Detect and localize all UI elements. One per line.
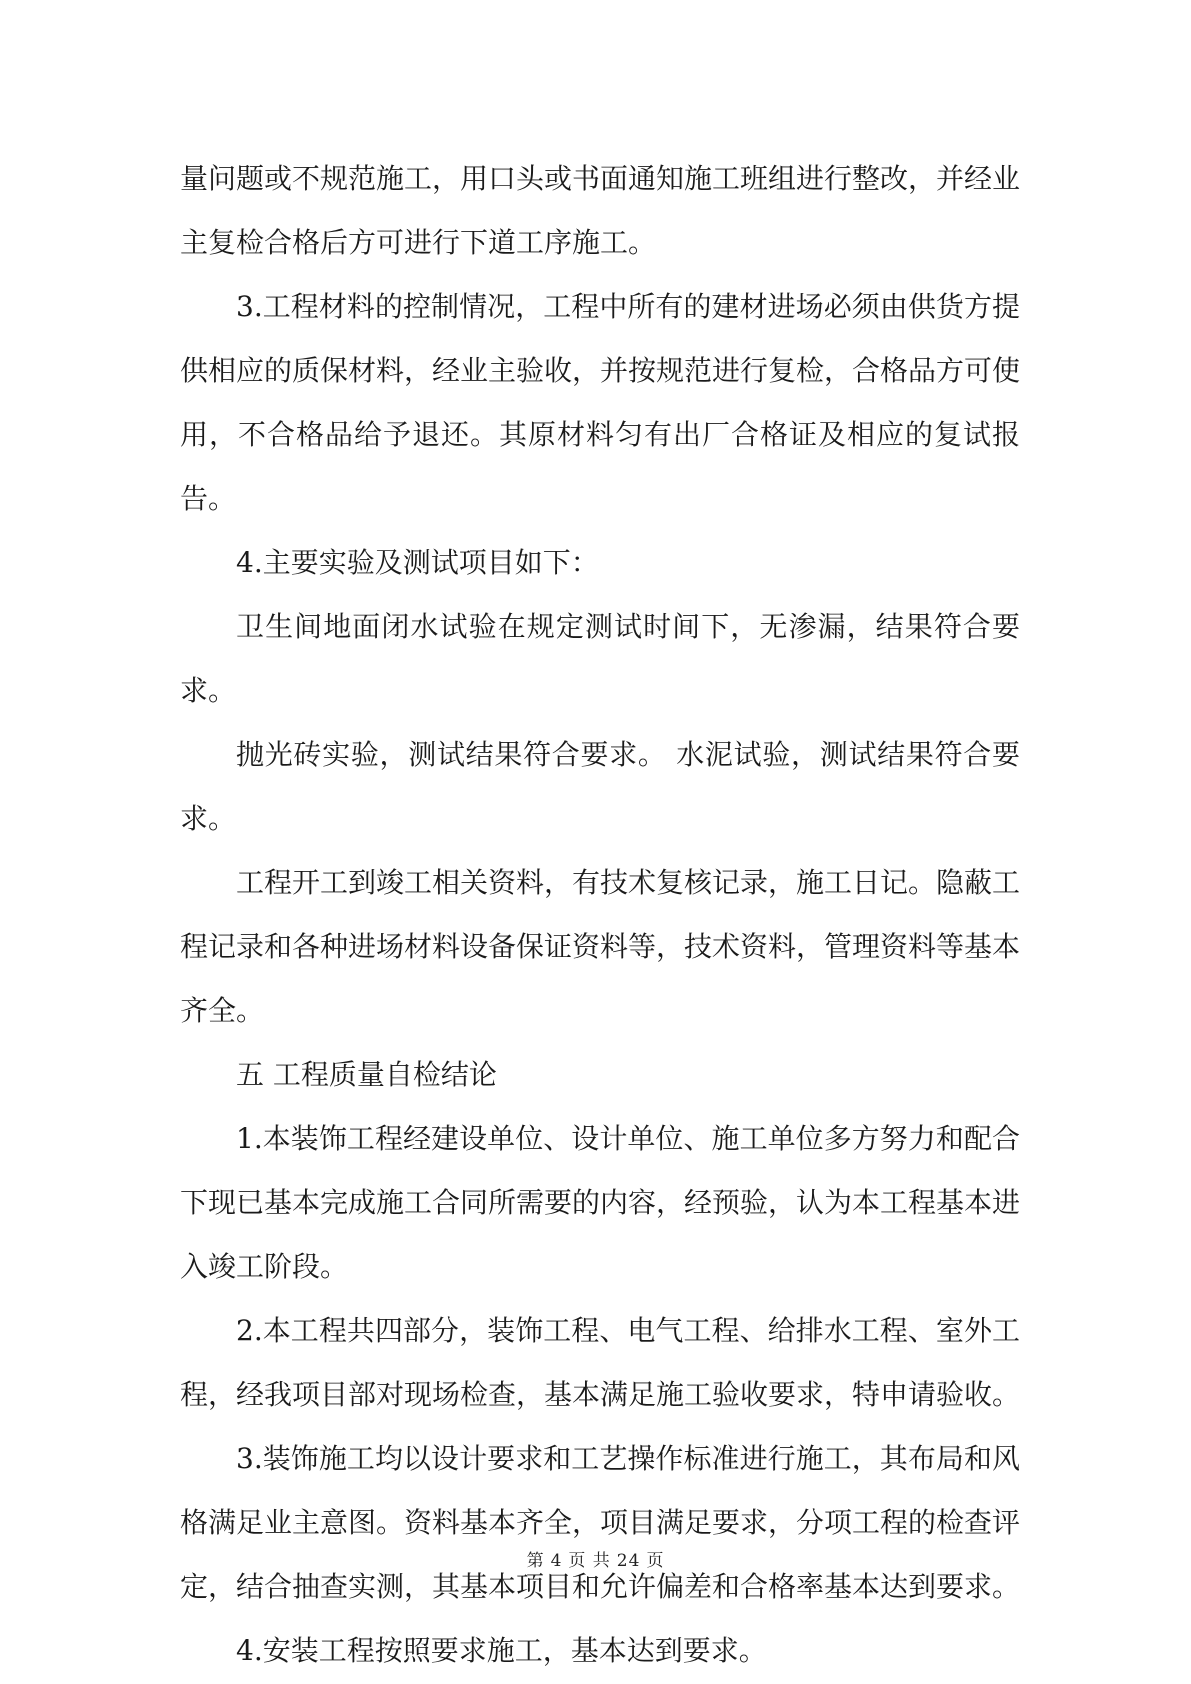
paragraph: 量问题或不规范施工，用口头或书面通知施工班组进行整改，并经业主复检合格后方可进行下道工序施工。 xyxy=(180,162,1021,259)
paragraph: 4.安装工程按照要求施工，基本达到要求。 xyxy=(236,1634,767,1667)
paragraph: 4.主要实验及测试项目如下： xyxy=(236,546,599,579)
section-heading: 五 工程质量自检结论 xyxy=(236,1058,497,1091)
paragraph: 3.工程材料的控制情况，工程中所有的建材进场必须由供货方提供相应的质保材料，经业主验收，并按规范进行复检，合格品方可使用，不合格品给予退还。其原材料匀有出厂合格证及相应的复试报告。 xyxy=(180,290,1021,515)
footer-prefix: 第 xyxy=(526,1551,545,1571)
paragraph: 卫生间地面闭水试验在规定测试时间下，无渗漏，结果符合要求。 xyxy=(180,610,1020,707)
page-footer xyxy=(0,1546,1191,1571)
paragraph: 抛光砖实验，测试结果符合要求。 水泥试验，测试结果符合要求。 xyxy=(180,738,1020,835)
footer-total-pages: 24 xyxy=(616,1551,641,1571)
paragraph: 3.装饰施工均以设计要求和工艺操作标准进行施工，其布局和风格满足业主意图。资料基本齐全，项目满足要求，分项工程的检查评定，结合抽查实测，其基本项目和允许偏差和合格率基本达到要求。 xyxy=(180,1442,1021,1603)
paragraph: 工程开工到竣工相关资料，有技术复核记录，施工日记。隐蔽工程记录和各种进场材料设备保证资料等，技术资料，管理资料等基本齐全。 xyxy=(180,866,1021,1027)
footer-page-number: 4 xyxy=(550,1551,563,1571)
footer-suffix: 页 xyxy=(646,1551,665,1571)
footer-mid: 页 共 xyxy=(568,1551,611,1571)
body-text xyxy=(180,147,1020,1683)
paragraph: 2.本工程共四部分，装饰工程、电气工程、给排水工程、室外工程，经我项目部对现场检查，基本满足施工验收要求，特申请验收。 xyxy=(180,1314,1021,1411)
paragraph: 1.本装饰工程经建设单位、设计单位、施工单位多方努力和配合下现已基本完成施工合同所需要的内容，经预验，认为本工程基本进入竣工阶段。 xyxy=(180,1122,1021,1283)
